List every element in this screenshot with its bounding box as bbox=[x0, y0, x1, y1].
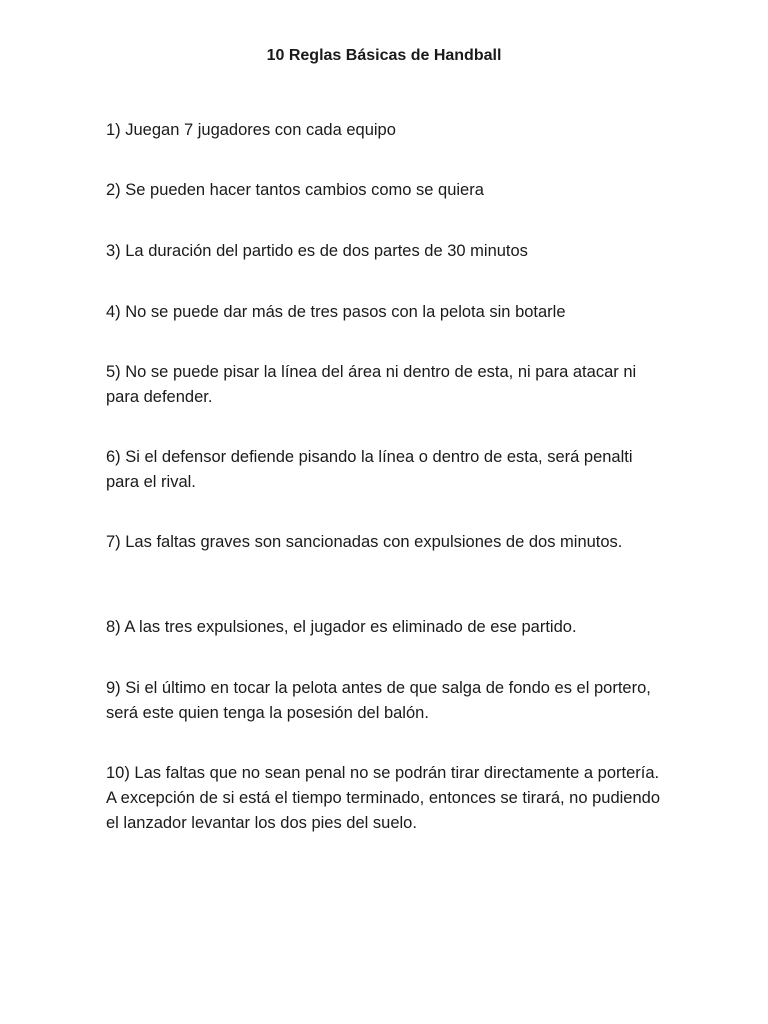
rule-item-6: 6) Si el defensor defiende pisando la línea o dentro de esta, será penalti para el rival. bbox=[106, 448, 633, 491]
rule-item-9: 9) Si el último en tocar la pelota antes de que salga de fondo es el portero, será este quien tenga la posesión del balón. bbox=[106, 679, 651, 722]
rule-item-10: 10) Las faltas que no sean penal no se podrán tirar directamente a portería. A excepción de si está el tiempo terminado, entonces se tirará, no pudiendo el lanzador levantar los dos pies del suelo. bbox=[106, 764, 661, 832]
rule-item-2: 2) Se pueden hacer tantos cambios como se quiera bbox=[106, 181, 484, 199]
rule-item-8: 8) A las tres expulsiones, el jugador es eliminado de ese partido. bbox=[106, 618, 577, 636]
rule-item-4: 4) No se puede dar más de tres pasos con la pelota sin botarle bbox=[106, 303, 566, 321]
rule-item-7: 7) Las faltas graves son sancionadas con expulsiones de dos minutos. bbox=[106, 533, 623, 551]
rule-item-1: 1) Juegan 7 jugadores con cada equipo bbox=[106, 121, 396, 139]
rule-item-5: 5) No se puede pisar la línea del área ni dentro de esta, ni para atacar ni para defender. bbox=[106, 363, 637, 406]
rule-item-3: 3) La duración del partido es de dos partes de 30 minutos bbox=[106, 242, 528, 260]
page-title: 10 Reglas Básicas de Handball bbox=[266, 47, 502, 64]
